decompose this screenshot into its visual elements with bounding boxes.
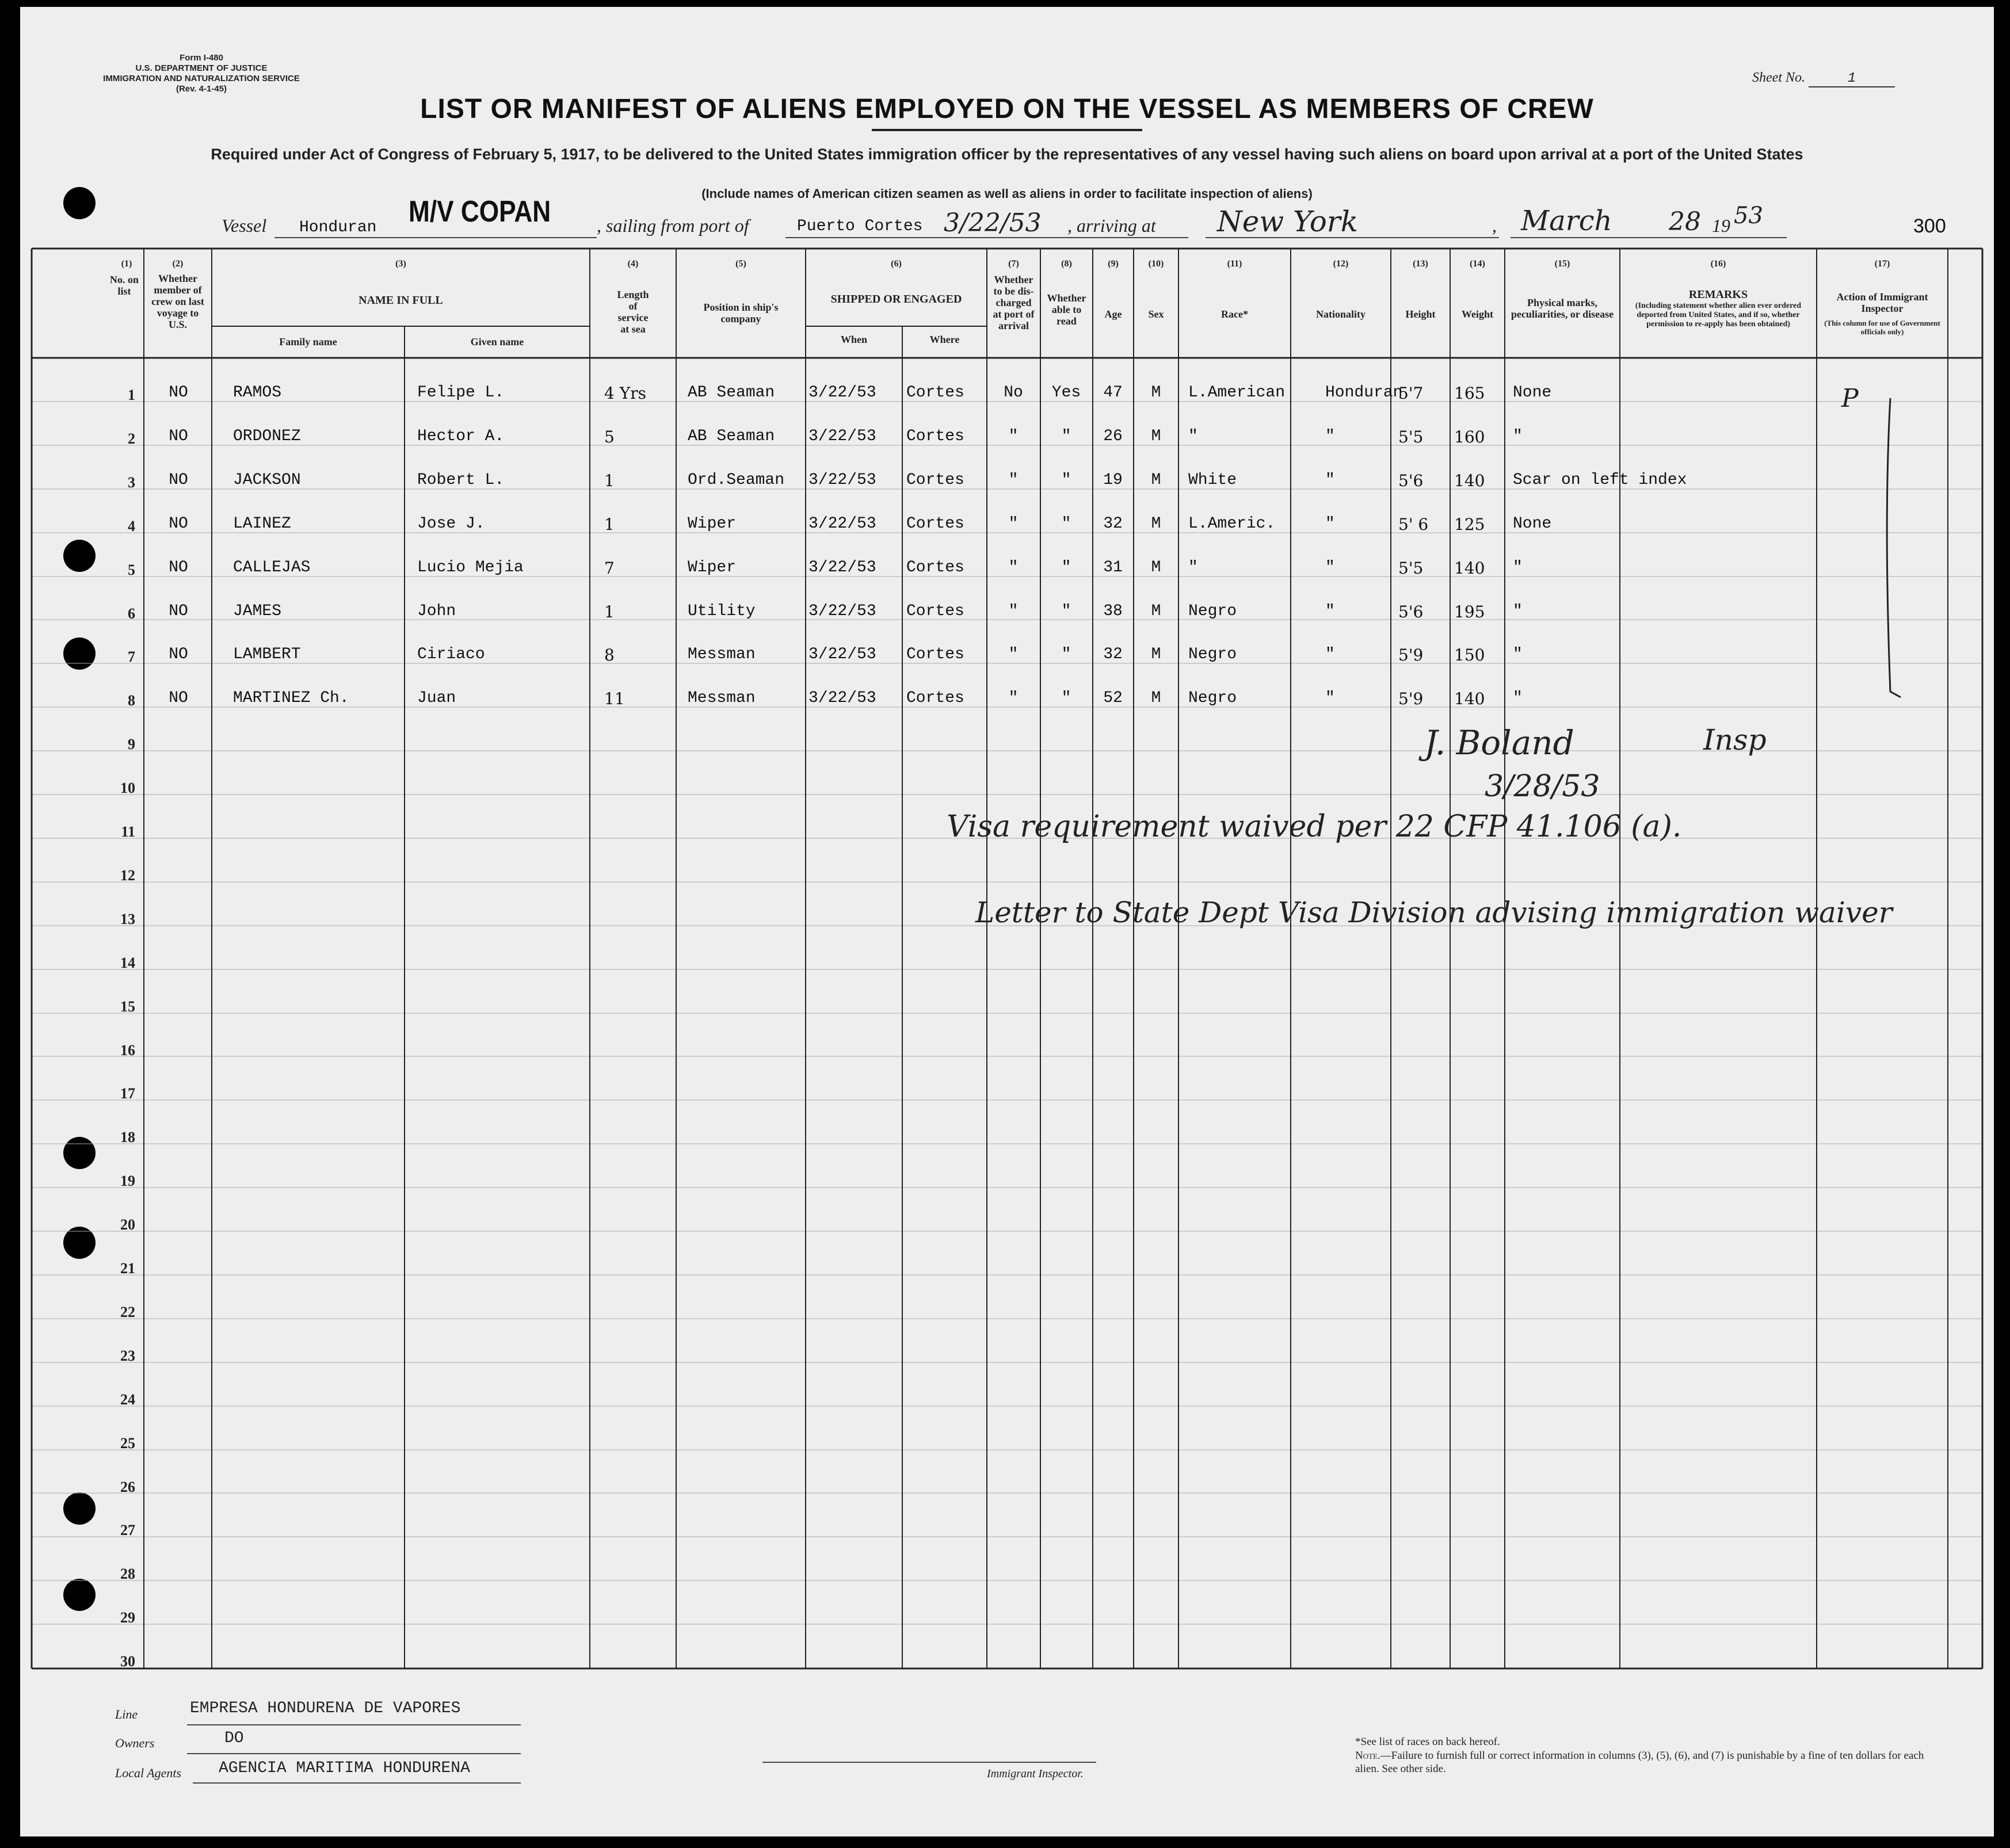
col11-header: Race* <box>1221 308 1248 320</box>
cell-no-last: NO <box>169 689 188 707</box>
vessel-name: M/V COPAN <box>409 195 551 228</box>
cell-race: White <box>1188 471 1237 489</box>
service: IMMIGRATION AND NATURALIZATION SERVICE <box>103 74 300 83</box>
row-number: 22 <box>120 1304 135 1320</box>
cell-family: LAINEZ <box>233 515 291 533</box>
col16-header: REMARKS <box>1688 288 1748 301</box>
cell-service: 1 <box>604 471 615 490</box>
row-number: 2 <box>128 430 135 447</box>
agents-value: AGENCIA MARITIMA HONDURENA <box>219 1759 470 1777</box>
cell-read: " <box>1061 602 1071 620</box>
cell-nationality: " <box>1325 559 1335 576</box>
row-number: 19 <box>120 1173 135 1189</box>
cell-height: 5'9 <box>1398 689 1424 708</box>
row-number: 16 <box>120 1042 135 1059</box>
cell-when: 3/22/53 <box>808 471 876 489</box>
line-label: Line <box>115 1707 138 1721</box>
row-number: 20 <box>120 1216 135 1233</box>
cell-where: Cortes <box>906 689 964 707</box>
cell-age: 32 <box>1103 646 1123 663</box>
cell-weight: 195 <box>1454 602 1485 621</box>
cell-family: JAMES <box>233 602 282 620</box>
cell-no-last: NO <box>169 646 188 663</box>
cell-race: L.American <box>1188 384 1286 402</box>
cell-where: Cortes <box>906 427 964 445</box>
cell-position: Messman <box>688 646 756 663</box>
col13-num: (13) <box>1413 259 1428 269</box>
owners-value: DO <box>224 1729 244 1747</box>
subtitle: Required under Act of Congress of February 5, 1917, to be delivered to the United States immigration officer by the representatives of any vessel having such aliens on board upon arrival at a port of the United States <box>211 146 1803 163</box>
cell-where: Cortes <box>906 559 964 576</box>
cell-family: MARTINEZ Ch. <box>233 689 349 707</box>
sheet-no-label: Sheet No. <box>1752 70 1805 85</box>
cell-race: Negro <box>1188 689 1237 707</box>
cell-given: Hector A. <box>417 427 505 445</box>
col1-num: (1) <box>121 259 132 269</box>
cell-position: AB Seaman <box>688 427 775 445</box>
cell-read: Yes <box>1051 384 1081 402</box>
subtitle-note: (Include names of American citizen seamen as well as aliens in order to facilitate inspection of aliens) <box>701 186 1313 201</box>
cell-sex: M <box>1151 602 1161 620</box>
state-dept-letter-note: Letter to State Dept Visa Division advising immigration waiver <box>975 896 1893 929</box>
cell-no-last: NO <box>169 384 188 402</box>
year-suffix: 53 <box>1734 203 1763 229</box>
cell-discharged: No <box>1004 384 1023 402</box>
col17-header: Action of Immigrant Inspector <box>1836 291 1928 314</box>
owners-label: Owners <box>115 1736 155 1750</box>
row-number: 7 <box>128 648 135 665</box>
inspector-initials: P <box>1841 384 1859 413</box>
cell-no-last: NO <box>169 471 188 489</box>
cell-nationality: " <box>1325 471 1335 489</box>
agents-label: Local Agents <box>115 1766 182 1780</box>
cell-marks: None <box>1513 384 1552 402</box>
col10-num: (10) <box>1148 259 1164 269</box>
owners-rule <box>187 1753 521 1754</box>
cell-race: " <box>1188 427 1198 445</box>
col16-num: (16) <box>1710 259 1726 269</box>
col17-num: (17) <box>1874 259 1890 269</box>
row-number: 12 <box>120 867 135 884</box>
cell-sex: M <box>1151 646 1161 663</box>
page-title: LIST OR MANIFEST OF ALIENS EMPLOYED ON THE VESSEL AS MEMBERS OF CREW <box>420 94 1594 124</box>
comma: , <box>1492 215 1497 236</box>
arrival-port: New York <box>1217 205 1358 238</box>
cell-marks: " <box>1513 427 1523 445</box>
cell-age: 31 <box>1103 559 1123 576</box>
sailing-port: Puerto Cortes <box>797 217 923 235</box>
inspector-sign-rule <box>762 1762 1096 1763</box>
cell-position: Wiper <box>688 559 737 576</box>
manifest-number: 300 <box>1913 215 1946 237</box>
cell-weight: 165 <box>1454 384 1485 403</box>
cell-weight: 140 <box>1454 559 1485 578</box>
cell-where: Cortes <box>906 515 964 533</box>
cell-height: 5'6 <box>1398 602 1424 621</box>
col4-header: Length of service at sea <box>617 289 649 335</box>
cell-discharged: " <box>1008 471 1019 489</box>
cell-discharged: " <box>1008 602 1019 620</box>
row-number: 21 <box>120 1260 135 1277</box>
cell-no-last: NO <box>169 602 188 620</box>
cell-no-last: NO <box>169 427 188 445</box>
col2-num: (2) <box>172 259 184 269</box>
cell-when: 3/22/53 <box>808 559 876 576</box>
col9-header: Age <box>1104 308 1122 320</box>
cell-where: Cortes <box>906 471 964 489</box>
line-rule <box>187 1724 521 1725</box>
cell-weight: 150 <box>1454 646 1485 665</box>
vessel-label: Vessel <box>222 215 267 236</box>
cell-family: ORDONEZ <box>233 427 301 445</box>
cell-service: 11 <box>604 689 625 708</box>
col13-header: Height <box>1405 308 1436 320</box>
cell-discharged: " <box>1008 559 1019 576</box>
given-name-header: Given name <box>470 336 524 348</box>
cell-position: Utility <box>688 602 756 620</box>
cell-position: Wiper <box>688 515 737 533</box>
col6-header: SHIPPED OR ENGAGED <box>830 293 962 306</box>
row-number: 26 <box>120 1479 135 1495</box>
cell-age: 26 <box>1103 427 1123 445</box>
cell-marks: " <box>1513 602 1523 620</box>
col12-header: Nationality <box>1315 308 1366 320</box>
cell-family: CALLEJAS <box>233 559 311 576</box>
penalty-note <box>1355 1749 1931 1776</box>
cell-marks: Scar on left index <box>1513 471 1687 489</box>
cell-when: 3/22/53 <box>808 384 876 402</box>
cell-sex: M <box>1151 471 1161 489</box>
cell-sex: M <box>1151 427 1161 445</box>
cell-discharged: " <box>1008 646 1019 663</box>
cell-discharged: " <box>1008 515 1019 533</box>
row-number: 30 <box>120 1653 135 1670</box>
cell-when: 3/22/53 <box>808 427 876 445</box>
row-number: 11 <box>121 823 135 840</box>
col8-header: Whether able to read <box>1047 292 1086 327</box>
cell-when: 3/22/53 <box>808 689 876 707</box>
cell-age: 52 <box>1103 689 1123 707</box>
arriving-label: , arriving at <box>1067 215 1156 236</box>
cell-given: John <box>417 602 456 620</box>
cell-given: Robert L. <box>417 471 505 489</box>
year-prefix: 19 <box>1712 215 1730 236</box>
line-value: EMPRESA HONDURENA DE VAPORES <box>190 1700 461 1717</box>
row-number: 17 <box>120 1085 135 1102</box>
sheet-no-value: 1 <box>1809 71 1895 87</box>
cell-nationality: " <box>1325 646 1335 663</box>
col9-num: (9) <box>1108 259 1119 269</box>
cell-where: Cortes <box>906 646 964 663</box>
sailing-date: 3/22/53 <box>944 208 1042 238</box>
cell-no-last: NO <box>169 559 188 576</box>
cell-nationality: " <box>1325 602 1335 620</box>
cell-position: AB Seaman <box>688 384 775 402</box>
agents-rule <box>193 1782 521 1784</box>
cell-marks: None <box>1513 515 1552 533</box>
cell-where: Cortes <box>906 384 964 402</box>
cell-height: 5'9 <box>1398 646 1424 665</box>
cell-nationality: " <box>1325 689 1335 707</box>
cell-where: Cortes <box>906 602 964 620</box>
cell-race: Negro <box>1188 646 1237 663</box>
col15-header: Physical marks, peculiarities, or disease <box>1511 297 1614 320</box>
col8-num: (8) <box>1061 259 1072 269</box>
row-number: 9 <box>128 736 135 753</box>
cell-no-last: NO <box>169 515 188 533</box>
col12-num: (12) <box>1333 259 1349 269</box>
col14-num: (14) <box>1470 259 1485 269</box>
row-number: 23 <box>120 1347 135 1364</box>
col2-header: Whether member of crew on last voyage to U.S. <box>151 273 204 330</box>
cell-discharged: " <box>1008 689 1019 707</box>
cell-nationality: " <box>1325 515 1335 533</box>
cell-family: RAMOS <box>233 384 282 402</box>
arrival-day: 28 <box>1669 207 1701 236</box>
col15-num: (15) <box>1554 259 1570 269</box>
col3-num: (3) <box>395 259 406 269</box>
cell-position: Ord.Seaman <box>688 471 785 489</box>
cell-read: " <box>1061 559 1071 576</box>
cell-weight: 160 <box>1454 427 1485 446</box>
row-number: 18 <box>120 1129 135 1146</box>
cell-read: " <box>1061 427 1071 445</box>
cell-race: " <box>1188 559 1198 576</box>
cell-service: 1 <box>604 515 615 534</box>
col16-note: (Including statement whether alien ever ordered deported from United States, and if so, whether permission to re-apply has been obtained) <box>1635 301 1802 329</box>
arrival-month: March <box>1521 205 1612 237</box>
cell-when: 3/22/53 <box>808 515 876 533</box>
col7-num: (7) <box>1008 259 1019 269</box>
col6-num: (6) <box>891 259 902 269</box>
cell-given: Felipe L. <box>417 384 505 402</box>
row-number: 15 <box>120 998 135 1015</box>
cell-marks: " <box>1513 689 1523 707</box>
row-number: 1 <box>128 387 135 403</box>
cell-height: 5'6 <box>1398 471 1424 490</box>
row-number: 29 <box>120 1609 135 1626</box>
row-number: 4 <box>128 518 135 534</box>
cell-when: 3/22/53 <box>808 602 876 620</box>
cell-weight: 140 <box>1454 471 1485 490</box>
cell-height: 5'5 <box>1398 559 1424 578</box>
cell-race: L.Americ. <box>1188 515 1276 533</box>
col17-note: (This column for use of Government officials only) <box>1824 319 1940 336</box>
inspector-label: Immigrant Inspector. <box>987 1767 1084 1780</box>
cell-sex: M <box>1151 559 1161 576</box>
cell-nationality: Honduran <box>1325 384 1403 402</box>
signature-date: 3/28/53 <box>1485 769 1600 804</box>
cell-service: 8 <box>604 646 615 665</box>
cell-service: 5 <box>604 427 615 446</box>
cell-marks: " <box>1513 646 1523 663</box>
cell-age: 38 <box>1103 602 1123 620</box>
form-id: Form I-480 <box>180 53 223 63</box>
row-number: 28 <box>120 1566 135 1582</box>
cell-height: 5'7 <box>1398 384 1424 403</box>
races-note: *See list of races on back hereof. <box>1355 1736 1500 1748</box>
cell-sex: M <box>1151 384 1161 402</box>
cell-marks: " <box>1513 559 1523 576</box>
where-header: Where <box>929 334 960 345</box>
cell-given: Juan <box>417 689 456 707</box>
inspector-signature: J. Boland <box>1424 723 1574 762</box>
manifest-page <box>20 7 1994 1836</box>
cell-race: Negro <box>1188 602 1237 620</box>
col14-header: Weight <box>1461 308 1493 320</box>
row-number: 14 <box>120 954 135 971</box>
signature-mark: Insp <box>1703 723 1767 757</box>
cell-age: 19 <box>1103 471 1123 489</box>
cell-read: " <box>1061 471 1071 489</box>
cell-family: JACKSON <box>233 471 301 489</box>
col11-num: (11) <box>1227 259 1242 269</box>
row-number: 5 <box>128 562 135 578</box>
cell-service: 7 <box>604 559 615 578</box>
col7-header: Whether to be dis-charged at port of arrival <box>993 274 1035 331</box>
department: U.S. DEPARTMENT OF JUSTICE <box>135 63 268 73</box>
cell-family: LAMBERT <box>233 646 301 663</box>
col5-header: Position in ship's company <box>703 301 779 324</box>
cell-weight: 125 <box>1454 515 1485 534</box>
col3-header: NAME IN FULL <box>358 294 443 307</box>
row-number: 27 <box>120 1522 135 1538</box>
cell-height: 5' 6 <box>1398 515 1429 534</box>
row-number: 24 <box>120 1391 135 1408</box>
visa-waiver-note: Visa requirement waived per 22 CFP 41.106 (a). <box>947 810 1682 844</box>
row-number: 25 <box>120 1435 135 1452</box>
cell-read: " <box>1061 646 1071 663</box>
row-number: 3 <box>128 474 135 491</box>
cell-sex: M <box>1151 515 1161 533</box>
cell-given: Jose J. <box>417 515 485 533</box>
cell-nationality: " <box>1325 427 1335 445</box>
revision: (Rev. 4-1-45) <box>176 84 227 94</box>
penalty-note-text: —Failure to furnish full or correct information in columns (3), (5), (6), and (7) is punishable by a fine of ten dollars for each alien. See other side. <box>1355 1750 1924 1775</box>
family-name-header: Family name <box>279 336 337 348</box>
inspector-bracket <box>1873 387 1908 720</box>
col10-header: Sex <box>1148 308 1164 320</box>
col4-num: (4) <box>627 259 639 269</box>
cell-given: Lucio Mejia <box>417 559 524 576</box>
cell-service: 4 Yrs <box>604 384 646 403</box>
cell-discharged: " <box>1008 427 1019 445</box>
cell-position: Messman <box>688 689 756 707</box>
cell-age: 47 <box>1103 384 1123 402</box>
cell-when: 3/22/53 <box>808 646 876 663</box>
row-number: 6 <box>128 605 135 622</box>
cell-read: " <box>1061 515 1071 533</box>
row-number: 10 <box>120 780 135 796</box>
cell-height: 5'5 <box>1398 427 1424 446</box>
row-number: 13 <box>120 911 135 927</box>
cell-age: 32 <box>1103 515 1123 533</box>
col5-num: (5) <box>735 259 746 269</box>
row-number: 8 <box>128 692 135 709</box>
cell-given: Ciriaco <box>417 646 485 663</box>
cell-read: " <box>1061 689 1071 707</box>
penalty-note-label: Note. <box>1355 1750 1380 1762</box>
when-header: When <box>840 334 867 345</box>
cell-weight: 140 <box>1454 689 1485 708</box>
cell-sex: M <box>1151 689 1161 707</box>
vessel-flag: Honduran <box>299 219 377 236</box>
cell-service: 1 <box>604 602 615 621</box>
sailing-label: , sailing from port of <box>597 215 749 236</box>
col1-header: No. on list <box>109 274 139 297</box>
